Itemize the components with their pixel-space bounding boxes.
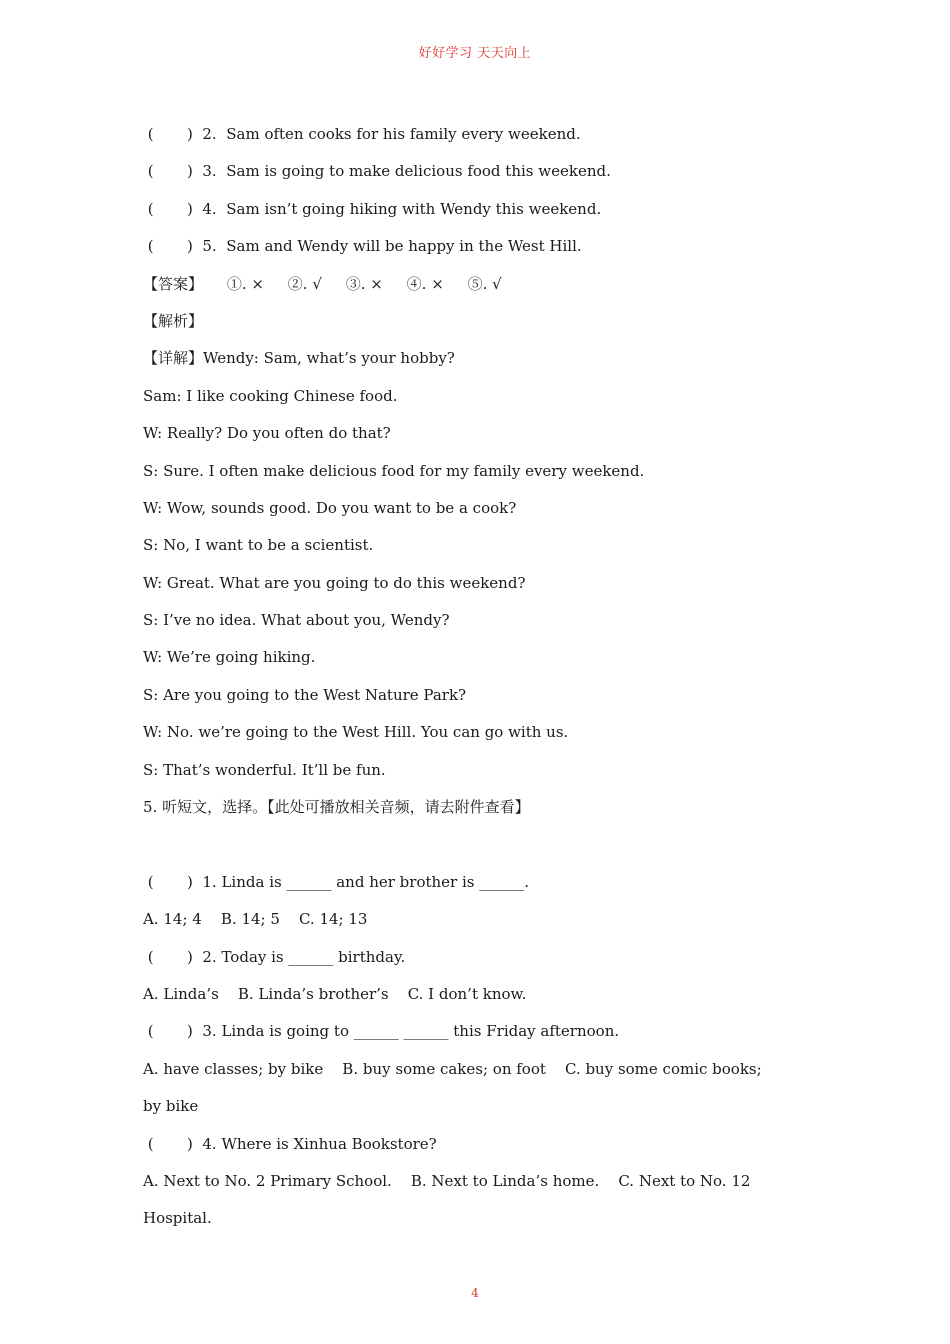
analysis-heading: 【解析】 <box>143 311 204 330</box>
options-line: A. 14; 4 B. 14; 5 C. 14; 13 <box>143 910 368 929</box>
dialogue-line: W: Great. What are you going to do this weekend? <box>143 573 526 592</box>
page-header: 好好学习 天天向上 <box>418 46 532 61</box>
question-line: ( ) 4. Sam isn’t going hiking with Wendy this weekend. <box>143 199 602 218</box>
options-line: A. Linda’s B. Linda’s brother’s C. I don’t know. <box>143 984 527 1003</box>
question-line: ( ) 3. Linda is going to ______ ______ this Friday afternoon. <box>143 1022 620 1041</box>
section-heading: 5. 听短文，选择。【此处可播放相关音频，请去附件查看】 <box>143 798 530 817</box>
dialogue-line: 【详解】Wendy: Sam, what’s your hobby? <box>143 349 455 368</box>
dialogue-line: S: I’ve no idea. What about you, Wendy? <box>143 611 450 630</box>
options-line: A. have classes; by bike B. buy some cakes; on foot C. buy some comic books; <box>143 1059 762 1078</box>
options-line-continued: by bike <box>143 1097 199 1116</box>
options-line-continued: Hospital. <box>143 1209 212 1228</box>
question-line: ( ) 4. Where is Xinhua Bookstore? <box>143 1134 437 1153</box>
dialogue-line: Sam: I like cooking Chinese food. <box>143 386 398 405</box>
dialogue-line: W: Really? Do you often do that? <box>143 424 391 443</box>
options-line: A. Next to No. 2 Primary School. B. Next to Linda’s home. C. Next to No. 12 <box>143 1171 751 1190</box>
dialogue-line: W: Wow, sounds good. Do you want to be a cook? <box>143 498 517 517</box>
question-line: ( ) 3. Sam is going to make delicious food this weekend. <box>143 162 611 181</box>
dialogue-line: W: We’re going hiking. <box>143 648 316 667</box>
dialogue-line: S: Are you going to the West Nature Park? <box>143 685 467 704</box>
answer-line: 【答案】 ①. × ②. √ ③. × ④. × ⑤. √ <box>143 274 502 293</box>
dialogue-line: S: That’s wonderful. It’ll be fun. <box>143 760 386 779</box>
document-body <box>143 122 813 1244</box>
question-line: ( ) 2. Sam often cooks for his family every weekend. <box>143 125 581 143</box>
question-line: ( ) 5. Sam and Wendy will be happy in the West Hill. <box>143 237 582 256</box>
dialogue-line: S: No, I want to be a scientist. <box>143 536 374 555</box>
dialogue-line: W: No. we’re going to the West Hill. You can go with us. <box>143 723 569 742</box>
dialogue-line: S: Sure. I often make delicious food for my family every weekend. <box>143 461 645 480</box>
question-line: ( ) 1. Linda is ______ and her brother is ______. <box>143 872 530 891</box>
blank-line <box>143 832 813 869</box>
page-number: 4 <box>471 1286 479 1300</box>
question-line: ( ) 2. Today is ______ birthday. <box>143 947 406 966</box>
